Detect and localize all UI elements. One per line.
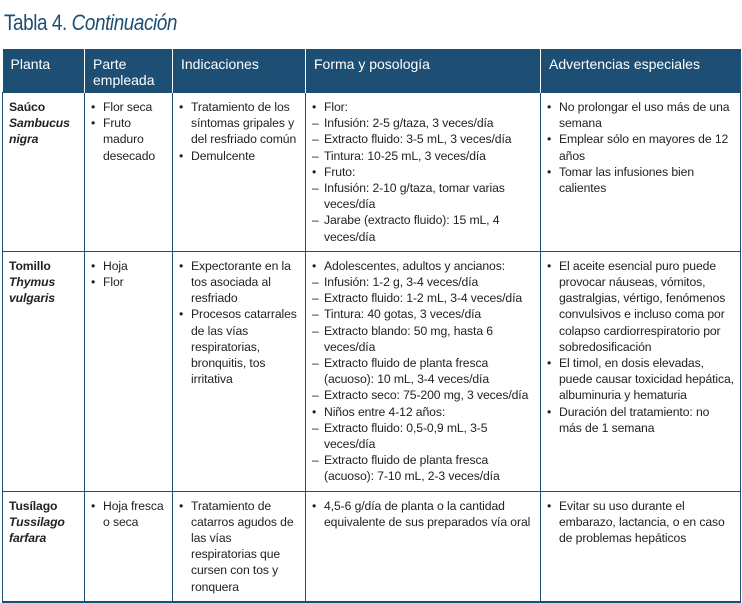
table-row <box>3 93 741 252</box>
dosage-item: – Tintura: 40 gotas, 3 veces/día <box>312 306 534 322</box>
table-continuation: Continuación <box>71 10 177 35</box>
dosage-item: – Infusión: 1-2 g, 3-4 veces/día <box>312 274 534 290</box>
part-list <box>91 498 166 530</box>
header-row <box>3 49 741 93</box>
dosage-item: • Niños entre 4-12 años: <box>312 404 534 420</box>
header-indicaciones: Indicaciones <box>173 49 306 93</box>
dosage-item: • Flor: <box>312 99 534 115</box>
dosage-item: – Extracto blando: 50 mg, hasta 6 veces/día <box>312 323 534 355</box>
table-number: Tabla 4. <box>4 10 67 35</box>
warning-item: • Duración del tratamiento: no más de 1 semana <box>547 404 734 436</box>
indication-cell <box>173 251 306 491</box>
dosage-item: – Extracto seco: 75-200 mg, 3 veces/día <box>312 387 534 403</box>
indication-cell <box>173 491 306 602</box>
warning-item: • Evitar su uso durante el embarazo, lactancia, o en caso de problemas hepáticos <box>547 498 734 547</box>
table-title <box>4 6 177 40</box>
part-item: • Flor <box>91 274 166 290</box>
plant-cell <box>3 491 85 602</box>
warning-list <box>547 498 734 547</box>
header-advertencias: Advertencias especiales <box>541 49 741 93</box>
warning-item: • El timol, en dosis elevadas, puede causar toxicidad hepática, albuminuria y hematuria <box>547 355 734 404</box>
dosage-item: – Extracto fluido de planta fresca (acuoso): 10 mL, 3-4 veces/día <box>312 355 534 387</box>
header-forma-posologia: Forma y posología <box>306 49 541 93</box>
part-list <box>91 258 166 290</box>
dosage-item: • Fruto: <box>312 164 534 180</box>
warning-item: • El aceite esencial puro puede provocar náuseas, vómitos, gastralgias, vértigo, fenómenos convulsivos e incluso coma por colapso cardiorrespiratorio por sobredosificación <box>547 258 734 355</box>
part-cell <box>85 93 173 252</box>
indication-item: • Tratamiento de catarros agudos de las vías respiratorias que cursen con tos y ronquera <box>179 498 299 595</box>
warning-item: • Tomar las infusiones bien calientes <box>547 164 734 196</box>
part-cell <box>85 491 173 602</box>
warning-cell <box>541 251 741 491</box>
table-row <box>3 491 741 602</box>
plants-table <box>2 49 741 603</box>
dosage-item: – Infusión: 2-10 g/taza, tomar varias veces/día <box>312 180 534 212</box>
part-item: • Hoja fresca o seca <box>91 498 166 530</box>
plant-cell <box>3 93 85 252</box>
warning-item: • Emplear sólo en mayores de 12 años <box>547 131 734 163</box>
indication-item: • Procesos catarrales de las vías respiratorias, bronquitis, tos irritativa <box>179 306 299 387</box>
part-list <box>91 99 166 164</box>
dosage-item: – Extracto fluido de planta fresca (acuoso): 7-10 mL, 2-3 veces/día <box>312 452 534 484</box>
table-body <box>3 93 741 602</box>
part-item: • Flor seca <box>91 99 166 115</box>
table-row <box>3 251 741 491</box>
plant-common-name: Saúco <box>9 100 46 114</box>
header-planta: Planta <box>3 49 85 93</box>
dosage-list <box>312 99 534 245</box>
indication-cell <box>173 93 306 252</box>
dosage-item: • Adolescentes, adultos y ancianos: <box>312 258 534 274</box>
plant-cell <box>3 251 85 491</box>
plant-latin-name: Tussilago farfara <box>9 514 65 546</box>
dosage-item: • 4,5-6 g/día de planta o la cantidad equivalente de sus preparados vía oral <box>312 498 534 530</box>
part-cell <box>85 251 173 491</box>
dosage-item: – Extracto fluido: 1-2 mL, 3-4 veces/día <box>312 290 534 306</box>
dosage-item: – Extracto fluido: 0,5-0,9 mL, 3-5 veces/día <box>312 420 534 452</box>
plant-common-name: Tusílago <box>9 498 58 513</box>
warning-list <box>547 99 734 196</box>
plant-latin-name: Thymus vulgaris <box>9 275 56 306</box>
warning-list <box>547 258 734 436</box>
dosage-cell <box>306 93 541 252</box>
header-parte-empleada: Parte empleada <box>85 49 173 93</box>
warning-cell <box>541 93 741 252</box>
dosage-list <box>312 258 534 485</box>
part-item: • Hoja <box>91 258 166 274</box>
plant-common-name: Tomillo <box>9 258 51 273</box>
indication-item: • Demulcente <box>179 148 299 164</box>
dosage-cell <box>306 251 541 491</box>
indication-item: • Expectorante en la tos asociada al resfriado <box>179 258 299 307</box>
warning-cell <box>541 491 741 602</box>
dosage-item: – Jarabe (extracto fluido): 15 mL, 4 veces/día <box>312 212 534 244</box>
dosage-list <box>312 498 534 530</box>
warning-item: • No prolongar el uso más de una semana <box>547 99 734 131</box>
indication-list <box>179 498 299 595</box>
dosage-item: – Infusión: 2-5 g/taza, 3 veces/día <box>312 115 534 131</box>
dosage-item: – Extracto fluido: 3-5 mL, 3 veces/día <box>312 131 534 147</box>
part-item: • Fruto maduro desecado <box>91 115 166 164</box>
plant-latin-name: Sambucus nigra <box>9 116 70 147</box>
indication-list <box>179 258 299 388</box>
dosage-cell <box>306 491 541 602</box>
indication-item: • Tratamiento de los síntomas gripales y del resfriado común <box>179 99 299 148</box>
indication-list <box>179 99 299 164</box>
dosage-item: – Tintura: 10-25 mL, 3 veces/día <box>312 148 534 164</box>
